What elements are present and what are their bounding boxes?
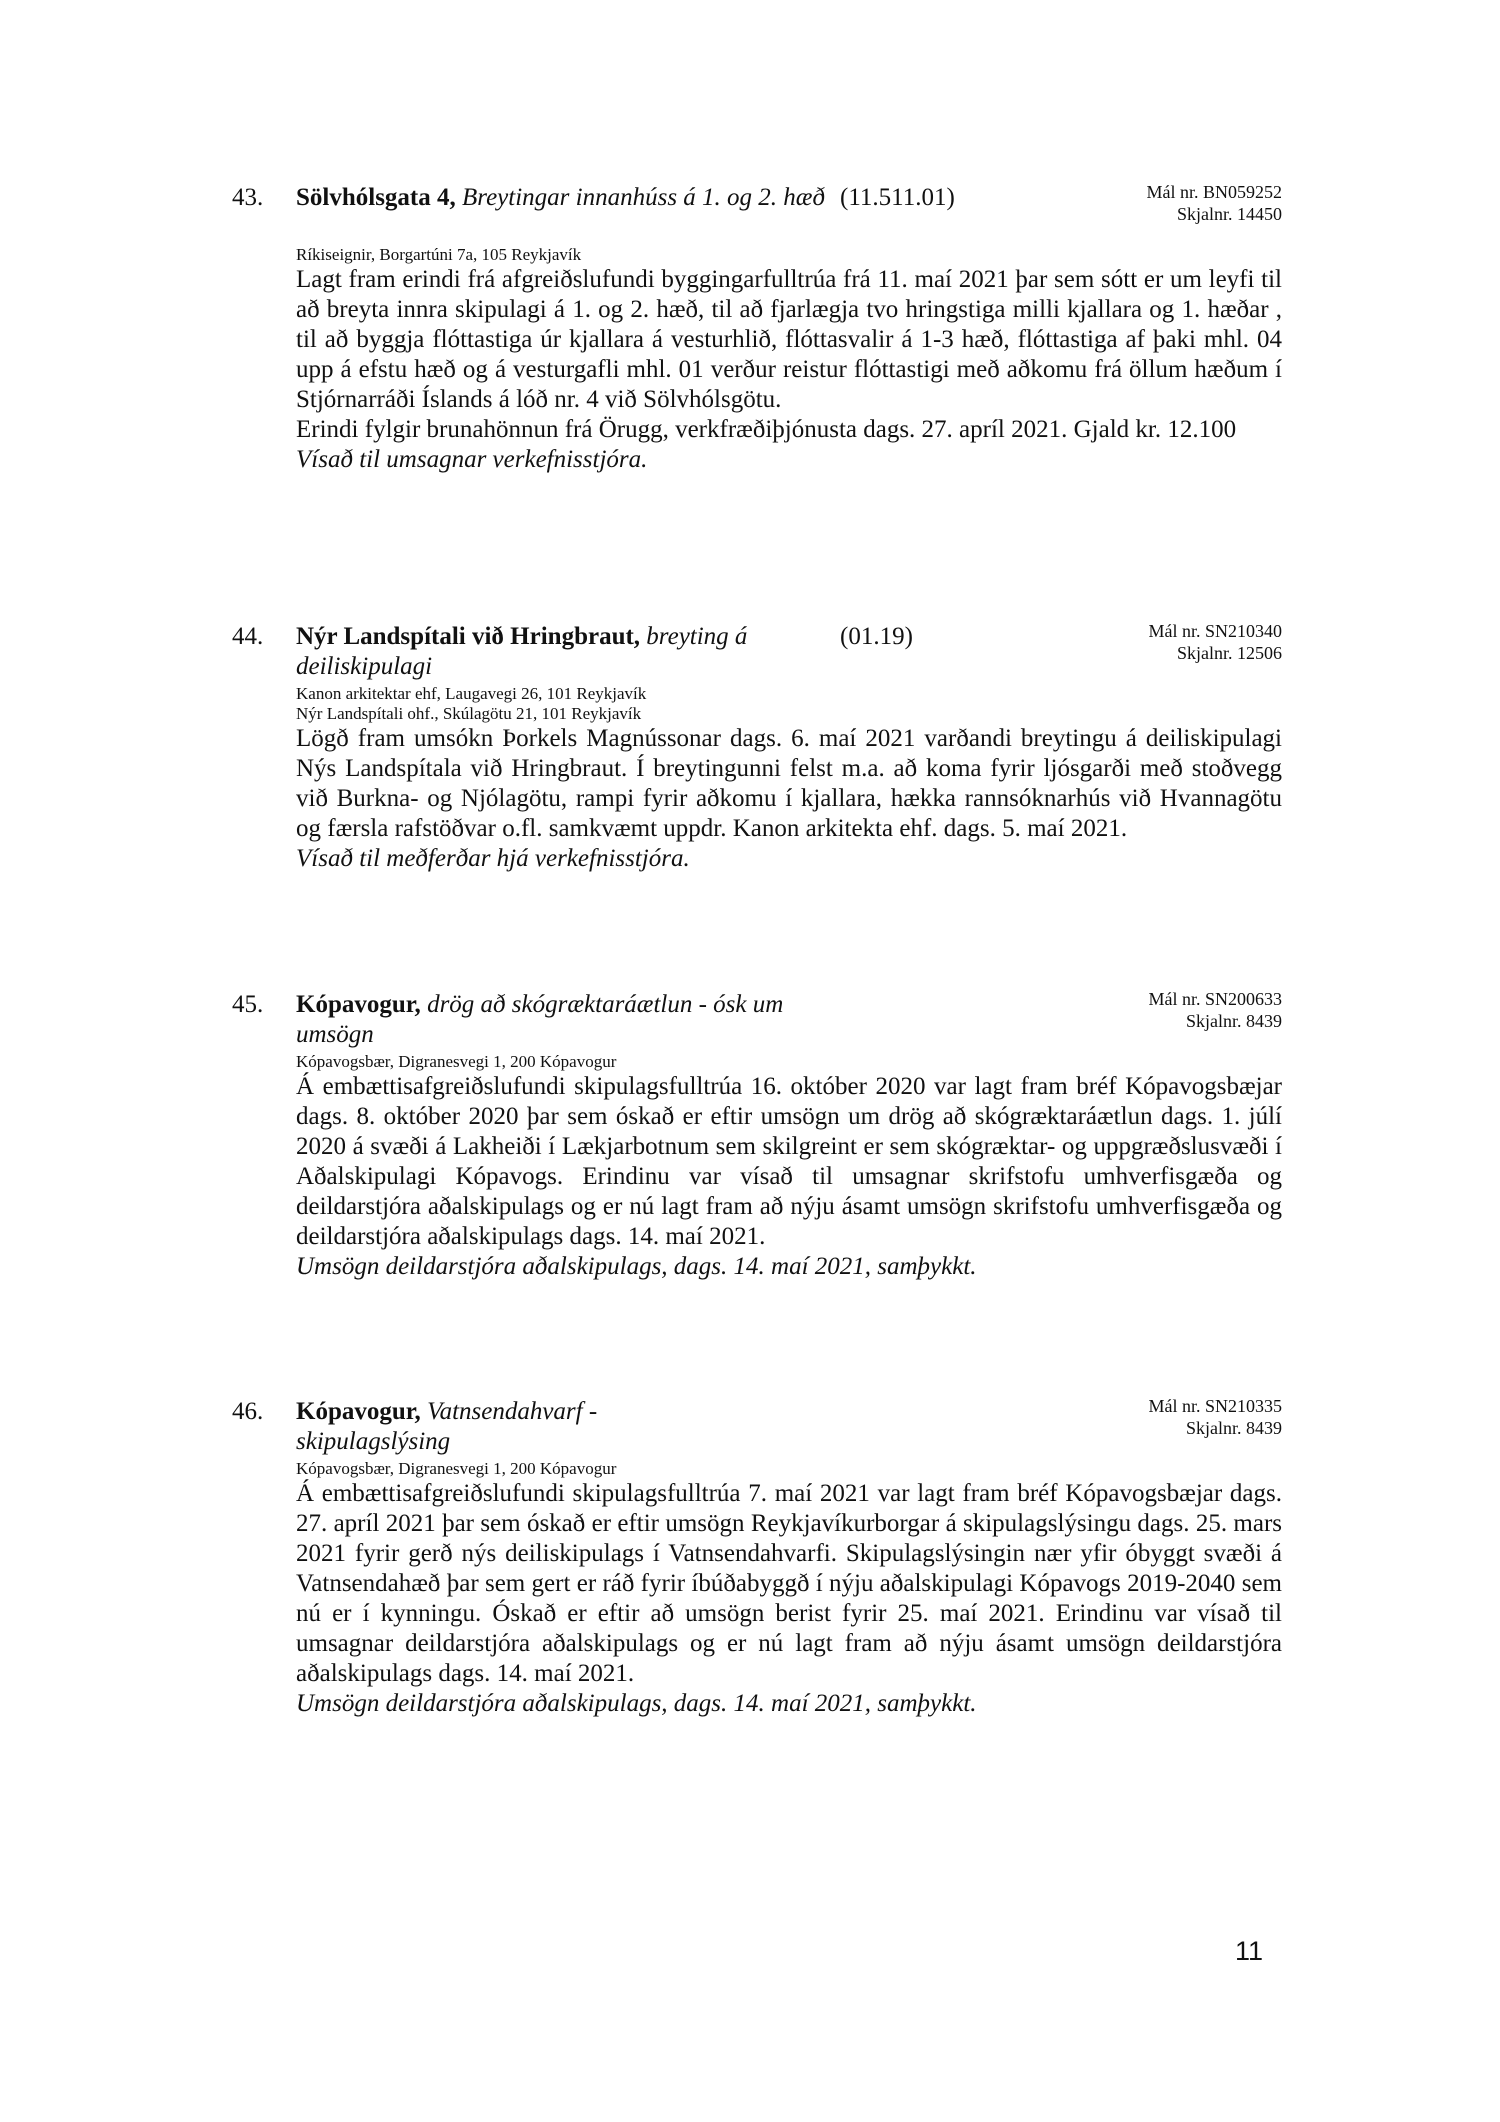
agenda-item	[232, 183, 1282, 475]
document-number: Skjalnr. 12506	[1176, 643, 1282, 663]
item-title: Nýr Landspítali við Hringbraut,	[296, 623, 641, 650]
item-number: 46.	[232, 1398, 264, 1425]
item-subtitle: Vatnsendahvarf - skipulagslýsing	[296, 1398, 598, 1455]
document-number: Skjalnr. 8439	[1185, 1418, 1282, 1438]
case-number: Mál nr. BN059252	[1146, 182, 1282, 202]
case-number: Mál nr. SN200633	[1148, 989, 1282, 1009]
page-number: 11	[1235, 1936, 1264, 1966]
item-number: 44.	[232, 623, 264, 650]
resolution: Vísað til umsagnar verkefnisstjóra.	[296, 446, 648, 473]
item-subtitle: drög að skógræktaráætlun - ósk um umsögn	[296, 991, 784, 1048]
item-title: Kópavogur,	[296, 991, 421, 1018]
item-title: Sölvhólsgata 4,	[296, 184, 456, 211]
applicant: Kópavogsbær, Digranesvegi 1, 200 Kópavogur	[296, 1459, 617, 1478]
item-text	[296, 1479, 1282, 1689]
case-meta	[1148, 988, 1282, 1032]
case-meta	[1148, 1395, 1282, 1439]
paragraph: Á embættisafgreiðslufundi skipulagsfulltrúa 7. maí 2021 var lagt fram bréf Kópavogsbæjar dags. 27. apríl 2021 þar sem óskað er eftir umsögn Reykjavíkurborgar á skipulagslýsingu dags. 25. mars 2021 fyrir gerð nýs deiliskipulags í Vatnsendahvarfi. Skipulagslýsingin nær yfir óbyggt svæði á Vatnsendahæð þar sem gert er ráð fyrir íbúðabyggð í nýju aðalskipulagi Kópavogs 2019-2040 sem nú er í kynningu. Óskað er eftir að umsögn berist fyrir 25. maí 2021. Erindinu var vísað til umsagnar deildarstjóra aðalskipulags og er nú lagt fram að nýju ásamt umsögn deildarstjóra aðalskipulags dags. 14. maí 2021.	[296, 1480, 1282, 1687]
item-heading	[296, 1397, 696, 1457]
item-title: Kópavogur,	[296, 1398, 421, 1425]
item-number: 43.	[232, 184, 264, 211]
applicant: Kópavogsbær, Digranesvegi 1, 200 Kópavogur	[296, 1052, 617, 1071]
applicants	[296, 1459, 1282, 1479]
item-subtitle: Breytingar innanhúss á 1. og 2. hæð	[462, 184, 825, 211]
case-number: Mál nr. SN210340	[1148, 621, 1282, 641]
item-number: 45.	[232, 991, 264, 1018]
applicant: Kanon arkitektar ehf, Laugavegi 26, 101 Reykjavík	[296, 684, 647, 703]
item-text	[296, 1072, 1282, 1252]
agenda-item	[232, 990, 1282, 1282]
item-subtitle: breyting á deiliskipulagi	[296, 623, 748, 680]
item-heading	[296, 990, 836, 1050]
item-code: (11.511.01)	[840, 184, 955, 211]
paragraph: Lögð fram umsókn Þorkels Magnússonar dags. 6. maí 2021 varðandi breytingu á deiliskipulagi Nýs Landspítala við Hringbraut. Í breytingunni felst m.a. að koma fyrir ljósgarði með stoðvegg við Burkna- og Njólagötu, rampi fyrir aðkomu í kjallara, hækka rannsóknarhús við Hvannagötu og færsla rafstöðvar o.fl. samkvæmt uppdr. Kanon arkitekta ehf. dags. 5. maí 2021.	[296, 725, 1282, 842]
agenda-item	[232, 1397, 1282, 1719]
resolution: Vísað til meðferðar hjá verkefnisstjóra.	[296, 845, 690, 872]
case-meta	[1146, 181, 1282, 225]
applicants	[296, 1052, 1282, 1072]
applicant: Ríkiseignir, Borgartúni 7a, 105 Reykjavík	[296, 245, 582, 264]
item-text	[296, 265, 1282, 445]
paragraph: Á embættisafgreiðslufundi skipulagsfulltrúa 16. október 2020 var lagt fram bréf Kópavogsbæjar dags. 8. október 2020 þar sem óskað er eftir umsögn um drög að skógræktaráætlun dags. 1. júlí 2020 á svæði á Lakheiði í Lækjarbotnum sem skilgreint er sem skógræktar- og uppgræðslusvæði í Aðalskipulagi Kópavogs. Erindinu var vísað til umsagnar skrifstofu umhverfisgæða og deildarstjóra aðalskipulags og er nú lagt fram að nýju ásamt umsögn skrifstofu umhverfisgæða og deildarstjóra aðalskipulags dags. 14. maí 2021.	[296, 1073, 1282, 1250]
paragraph: Lagt fram erindi frá afgreiðslufundi byggingarfulltrúa frá 11. maí 2021 þar sem sótt er um leyfi til að breyta innra skipulagi á 1. og 2. hæð, til að fjarlægja tvo hringstiga milli kjallara og 1. hæðar , til að byggja flóttastiga úr kjallara á vesturhlið, flóttasvalir á 1-3 hæð, flóttastiga af þaki mhl. 04 upp á efstu hæð og á vesturgafli mhl. 01 verður reistur flóttastigi með aðkomu frá öllum hæðum í Stjórnarráði Íslands á lóð nr. 4 við Sölvhólsgötu.	[296, 266, 1282, 413]
document-number: Skjalnr. 14450	[1176, 204, 1282, 224]
item-text	[296, 724, 1282, 844]
paragraph: Erindi fylgir brunahönnun frá Örugg, verkfræðiþjónusta dags. 27. apríl 2021. Gjald kr. 12.100	[296, 416, 1237, 443]
resolution: Umsögn deildarstjóra aðalskipulags, dags. 14. maí 2021, samþykkt.	[296, 1253, 977, 1280]
item-body	[296, 183, 1282, 475]
case-number: Mál nr. SN210335	[1148, 1396, 1282, 1416]
resolution: Umsögn deildarstjóra aðalskipulags, dags. 14. maí 2021, samþykkt.	[296, 1690, 977, 1717]
applicants	[296, 245, 1282, 265]
case-meta	[1148, 620, 1282, 664]
document-number: Skjalnr. 8439	[1185, 1011, 1282, 1031]
item-heading	[296, 183, 856, 213]
item-code: (01.19)	[840, 623, 913, 650]
applicants	[296, 684, 1282, 724]
applicant: Nýr Landspítali ohf., Skúlagötu 21, 101 Reykjavík	[296, 704, 642, 723]
item-heading	[296, 622, 856, 682]
agenda-item	[232, 622, 1282, 874]
